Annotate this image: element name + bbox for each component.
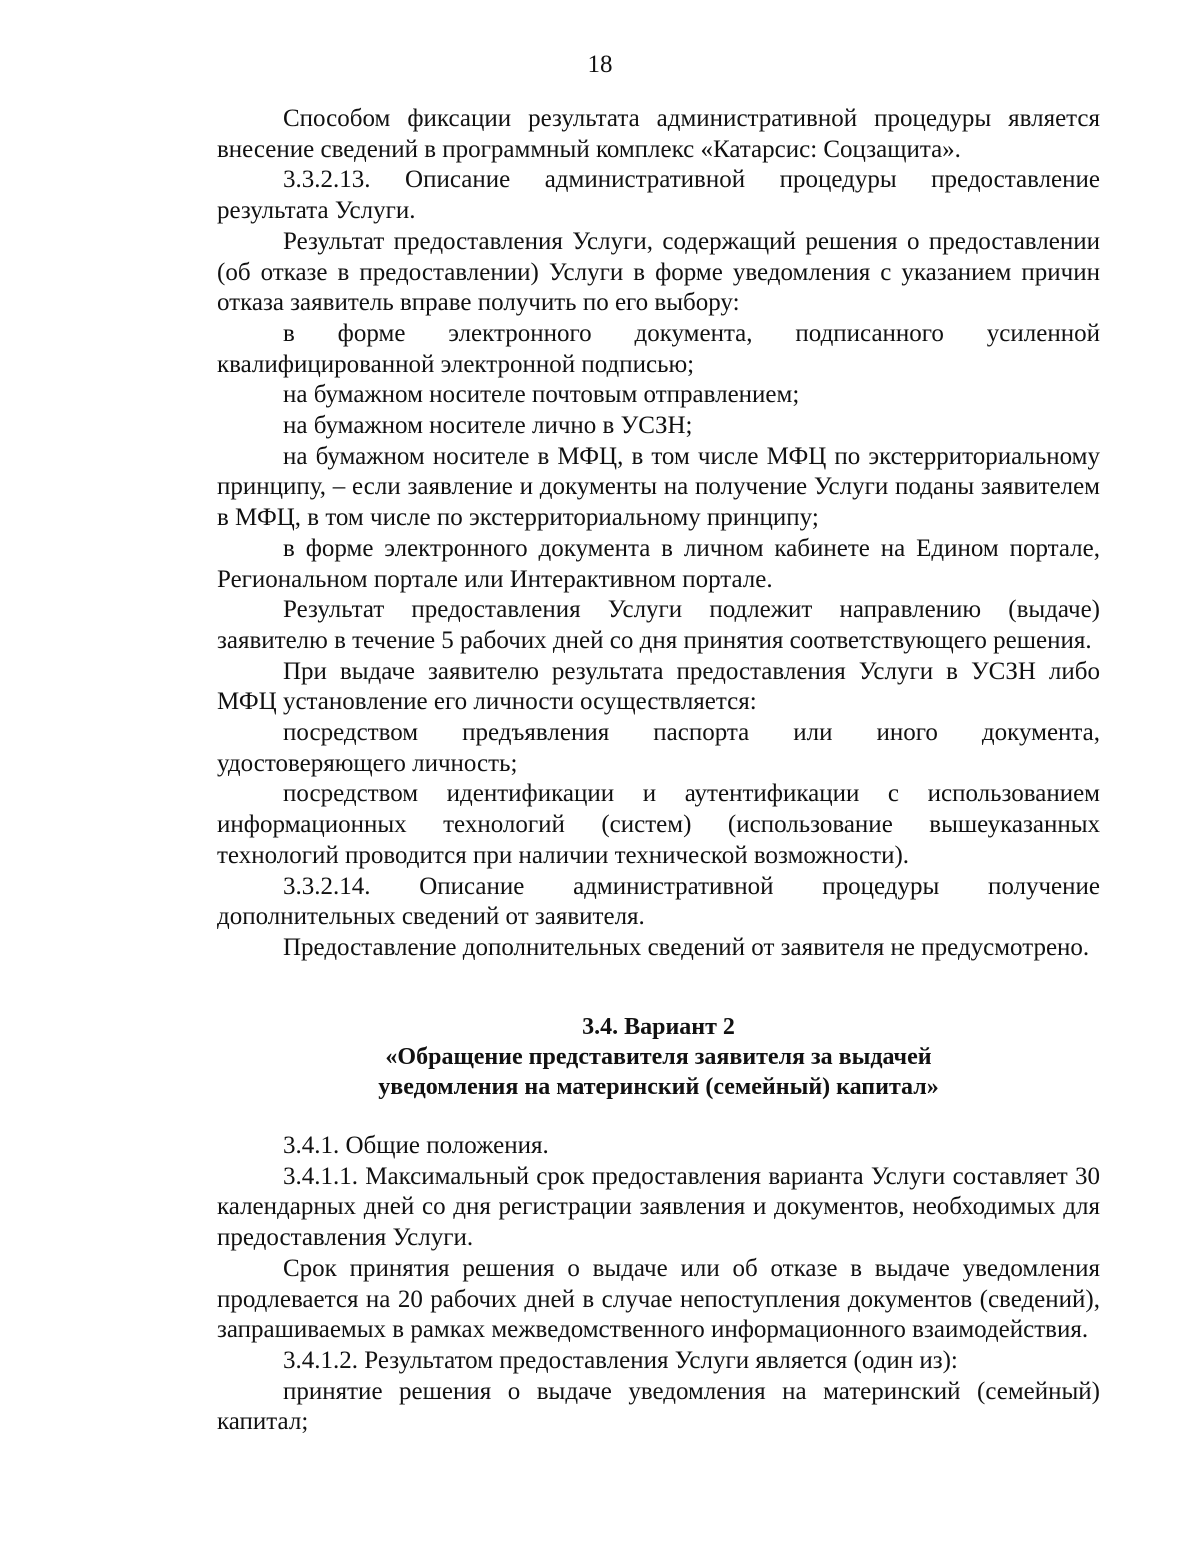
paragraph: 3.4.1.2. Результатом предоставления Услуги является (один из): (283, 1346, 958, 1374)
paragraph: в форме электронного документа в личном кабинете на Едином портале, Региональном портале или Интерактивном портале. (217, 534, 1100, 593)
paragraph: на бумажном носителе почтовым отправлением; (283, 381, 800, 409)
section-title-line: «Обращение представителя заявителя за выдачей (385, 1044, 932, 1070)
paragraph: 3.3.2.14. Описание административной процедуры получение дополнительных сведений от заявителя. (217, 872, 1100, 931)
paragraph: на бумажном носителе лично в УСЗН; (283, 412, 693, 440)
body-text-top (217, 104, 1100, 964)
paragraph: посредством предъявления паспорта или иного документа, удостоверяющего личность; (217, 719, 1100, 777)
paragraph: Предоставление дополнительных сведений от заявителя не предусмотрено. (283, 933, 1090, 961)
paragraph: Способом фиксации результата административной процедуры является внесение сведений в программный комплекс «Катарсис: Соцзащита». (217, 105, 1100, 163)
page-number: 18 (587, 51, 613, 78)
section-number: 3.4. Вариант 2 (582, 1014, 735, 1040)
section-title-line: уведомления на материнский (семейный) капитал» (378, 1074, 939, 1100)
paragraph: Результат предоставления Услуги подлежит направлению (выдаче) заявителю в течение 5 рабочих дней со дня принятия соответствующего решения. (217, 596, 1100, 654)
paragraph: Срок принятия решения о выдаче или об отказе в выдаче уведомления продлевается на 20 рабочих дней в случае непоступления документов (сведений), запрашиваемых в рамках межведомственного информационного взаимодействия. (217, 1254, 1100, 1344)
paragraph: 3.4.1. Общие положения. (283, 1132, 549, 1159)
paragraph: 3.3.2.13. Описание административной процедуры предоставление результата Услуги. (217, 166, 1100, 225)
paragraph: в форме электронного документа, подписанного усиленной квалифицированной электронной подписью; (217, 319, 1100, 378)
body-text-bottom (217, 1131, 1100, 1438)
paragraph: принятие решения о выдаче уведомления на материнский (семейный) капитал; (217, 1377, 1100, 1436)
paragraph: Результат предоставления Услуги, содержащий решения о предоставлении (об отказе в предоставлении) Услуги в форме уведомления с указанием причин отказа заявитель вправе получить по его выбору: (217, 227, 1100, 317)
paragraph: посредством идентификации и аутентификации с использованием информационных технологий (систем) (использование вышеуказанных технологий проводится при наличии технической возможности). (217, 780, 1100, 869)
section-heading (217, 1012, 1100, 1102)
paragraph: При выдаче заявителю результата предоставления Услуги в УСЗН либо МФЦ установление его личности осуществляется: (217, 657, 1100, 716)
paragraph: на бумажном носителе в МФЦ, в том числе МФЦ по экстерриториальному принципу, – если заявление и документы на получение Услуги поданы заявителем в МФЦ, в том числе по экстерриториальному принципу; (217, 442, 1100, 532)
paragraph: 3.4.1.1. Максимальный срок предоставления варианта Услуги составляет 30 календарных дней со дня регистрации заявления и документов, необходимых для предоставления Услуги. (217, 1162, 1100, 1252)
